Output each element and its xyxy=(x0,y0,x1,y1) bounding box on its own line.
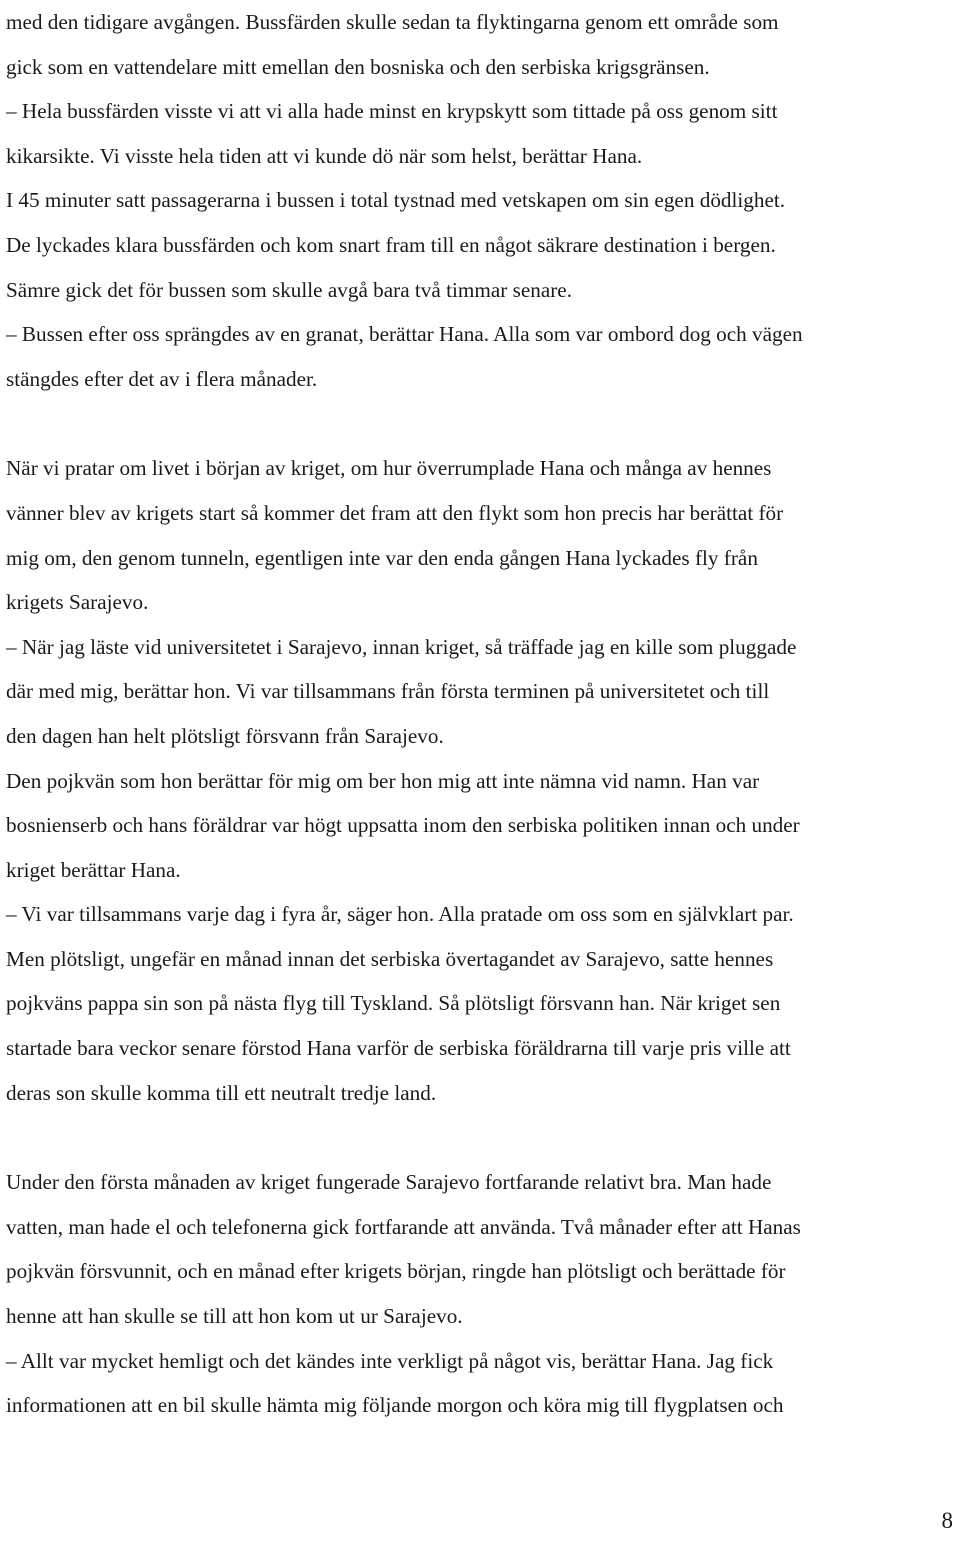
text-line: bosnienserb och hans föräldrar var högt uppsatta inom den serbiska politiken innan och under xyxy=(6,813,800,838)
text-line: gick som en vattendelare mitt emellan den bosniska och den serbiska krigsgränsen. xyxy=(6,54,710,79)
text-line: kriget berättar Hana. xyxy=(6,857,181,882)
text-line: stängdes efter det av i flera månader. xyxy=(6,366,318,391)
paragraph-gap xyxy=(6,1115,956,1160)
text-line: – Hela bussfärden visste vi att vi alla hade minst en krypskytt som tittade på oss genom sitt xyxy=(6,99,778,124)
paragraph-block-1 xyxy=(6,0,956,401)
text-line: krigets Sarajevo. xyxy=(6,590,149,615)
text-line: När vi pratar om livet i början av kriget, om hur överrumplade Hana och många av hennes xyxy=(6,456,772,481)
text-line: med den tidigare avgången. Bussfärden skulle sedan ta flyktingarna genom ett område som xyxy=(6,10,779,34)
text-line: kikarsikte. Vi visste hela tiden att vi kunde dö när som helst, berättar Hana. xyxy=(6,143,643,168)
text-line: informationen att en bil skulle hämta mig följande morgon och köra mig till flygplatsen och xyxy=(6,1393,784,1418)
text-line: startade bara veckor senare förstod Hana varför de serbiska föräldrarna till varje pris ville att xyxy=(6,1036,791,1061)
text-line: – Bussen efter oss sprängdes av en granat, berättar Hana. Alla som var ombord dog och vägen xyxy=(6,322,803,347)
text-line: – Vi var tillsammans varje dag i fyra år, säger hon. Alla pratade om oss som en självklart par. xyxy=(6,902,794,927)
text-line: henne att han skulle se till att hon kom ut ur Sarajevo. xyxy=(6,1304,463,1329)
text-line: deras son skulle komma till ett neutralt tredje land. xyxy=(6,1080,437,1105)
text-line: – Allt var mycket hemligt och det kändes inte verkligt på något vis, berättar Hana. Jag fick xyxy=(6,1348,774,1373)
text-line: pojkväns pappa sin son på nästa flyg till Tyskland. Så plötsligt försvann han. När kriget sen xyxy=(6,991,781,1016)
text-line: Den pojkvän som hon berättar för mig om ber hon mig att inte nämna vid namn. Han var xyxy=(6,768,760,793)
text-line: De lyckades klara bussfärden och kom snart fram till en något säkrare destination i bergen. xyxy=(6,232,776,257)
text-line: mig om, den genom tunneln, egentligen inte var den enda gången Hana lyckades fly från xyxy=(6,545,758,570)
paragraph-block-3 xyxy=(6,1160,956,1428)
page-number: 8 xyxy=(941,1508,953,1533)
document-body xyxy=(6,0,956,1428)
text-line: Under den första månaden av kriget fungerade Sarajevo fortfarande relativt bra. Man hade xyxy=(6,1170,772,1195)
paragraph-block-2 xyxy=(6,446,956,1115)
text-line: Men plötsligt, ungefär en månad innan det serbiska övertagandet av Sarajevo, satte hennes xyxy=(6,946,774,971)
text-line: den dagen han helt plötsligt försvann från Sarajevo. xyxy=(6,723,444,748)
text-line: vatten, man hade el och telefonerna gick fortfarande att använda. Två månader efter att Hanas xyxy=(6,1214,801,1239)
text-line: pojkvän försvunnit, och en månad efter krigets början, ringde han plötsligt och berättade för xyxy=(6,1259,786,1284)
text-line: I 45 minuter satt passagerarna i bussen i total tystnad med vetskapen om sin egen dödlighet. xyxy=(6,188,786,213)
text-line: Sämre gick det för bussen som skulle avgå bara två timmar senare. xyxy=(6,277,573,302)
text-line: där med mig, berättar hon. Vi var tillsammans från första terminen på universitetet och till xyxy=(6,679,770,704)
paragraph-gap xyxy=(6,401,956,446)
text-line: vänner blev av krigets start så kommer det fram att den flykt som hon precis har berättat för xyxy=(6,500,784,525)
text-line: – När jag läste vid universitetet i Sarajevo, innan kriget, så träffade jag en kille som pluggade xyxy=(6,634,797,659)
